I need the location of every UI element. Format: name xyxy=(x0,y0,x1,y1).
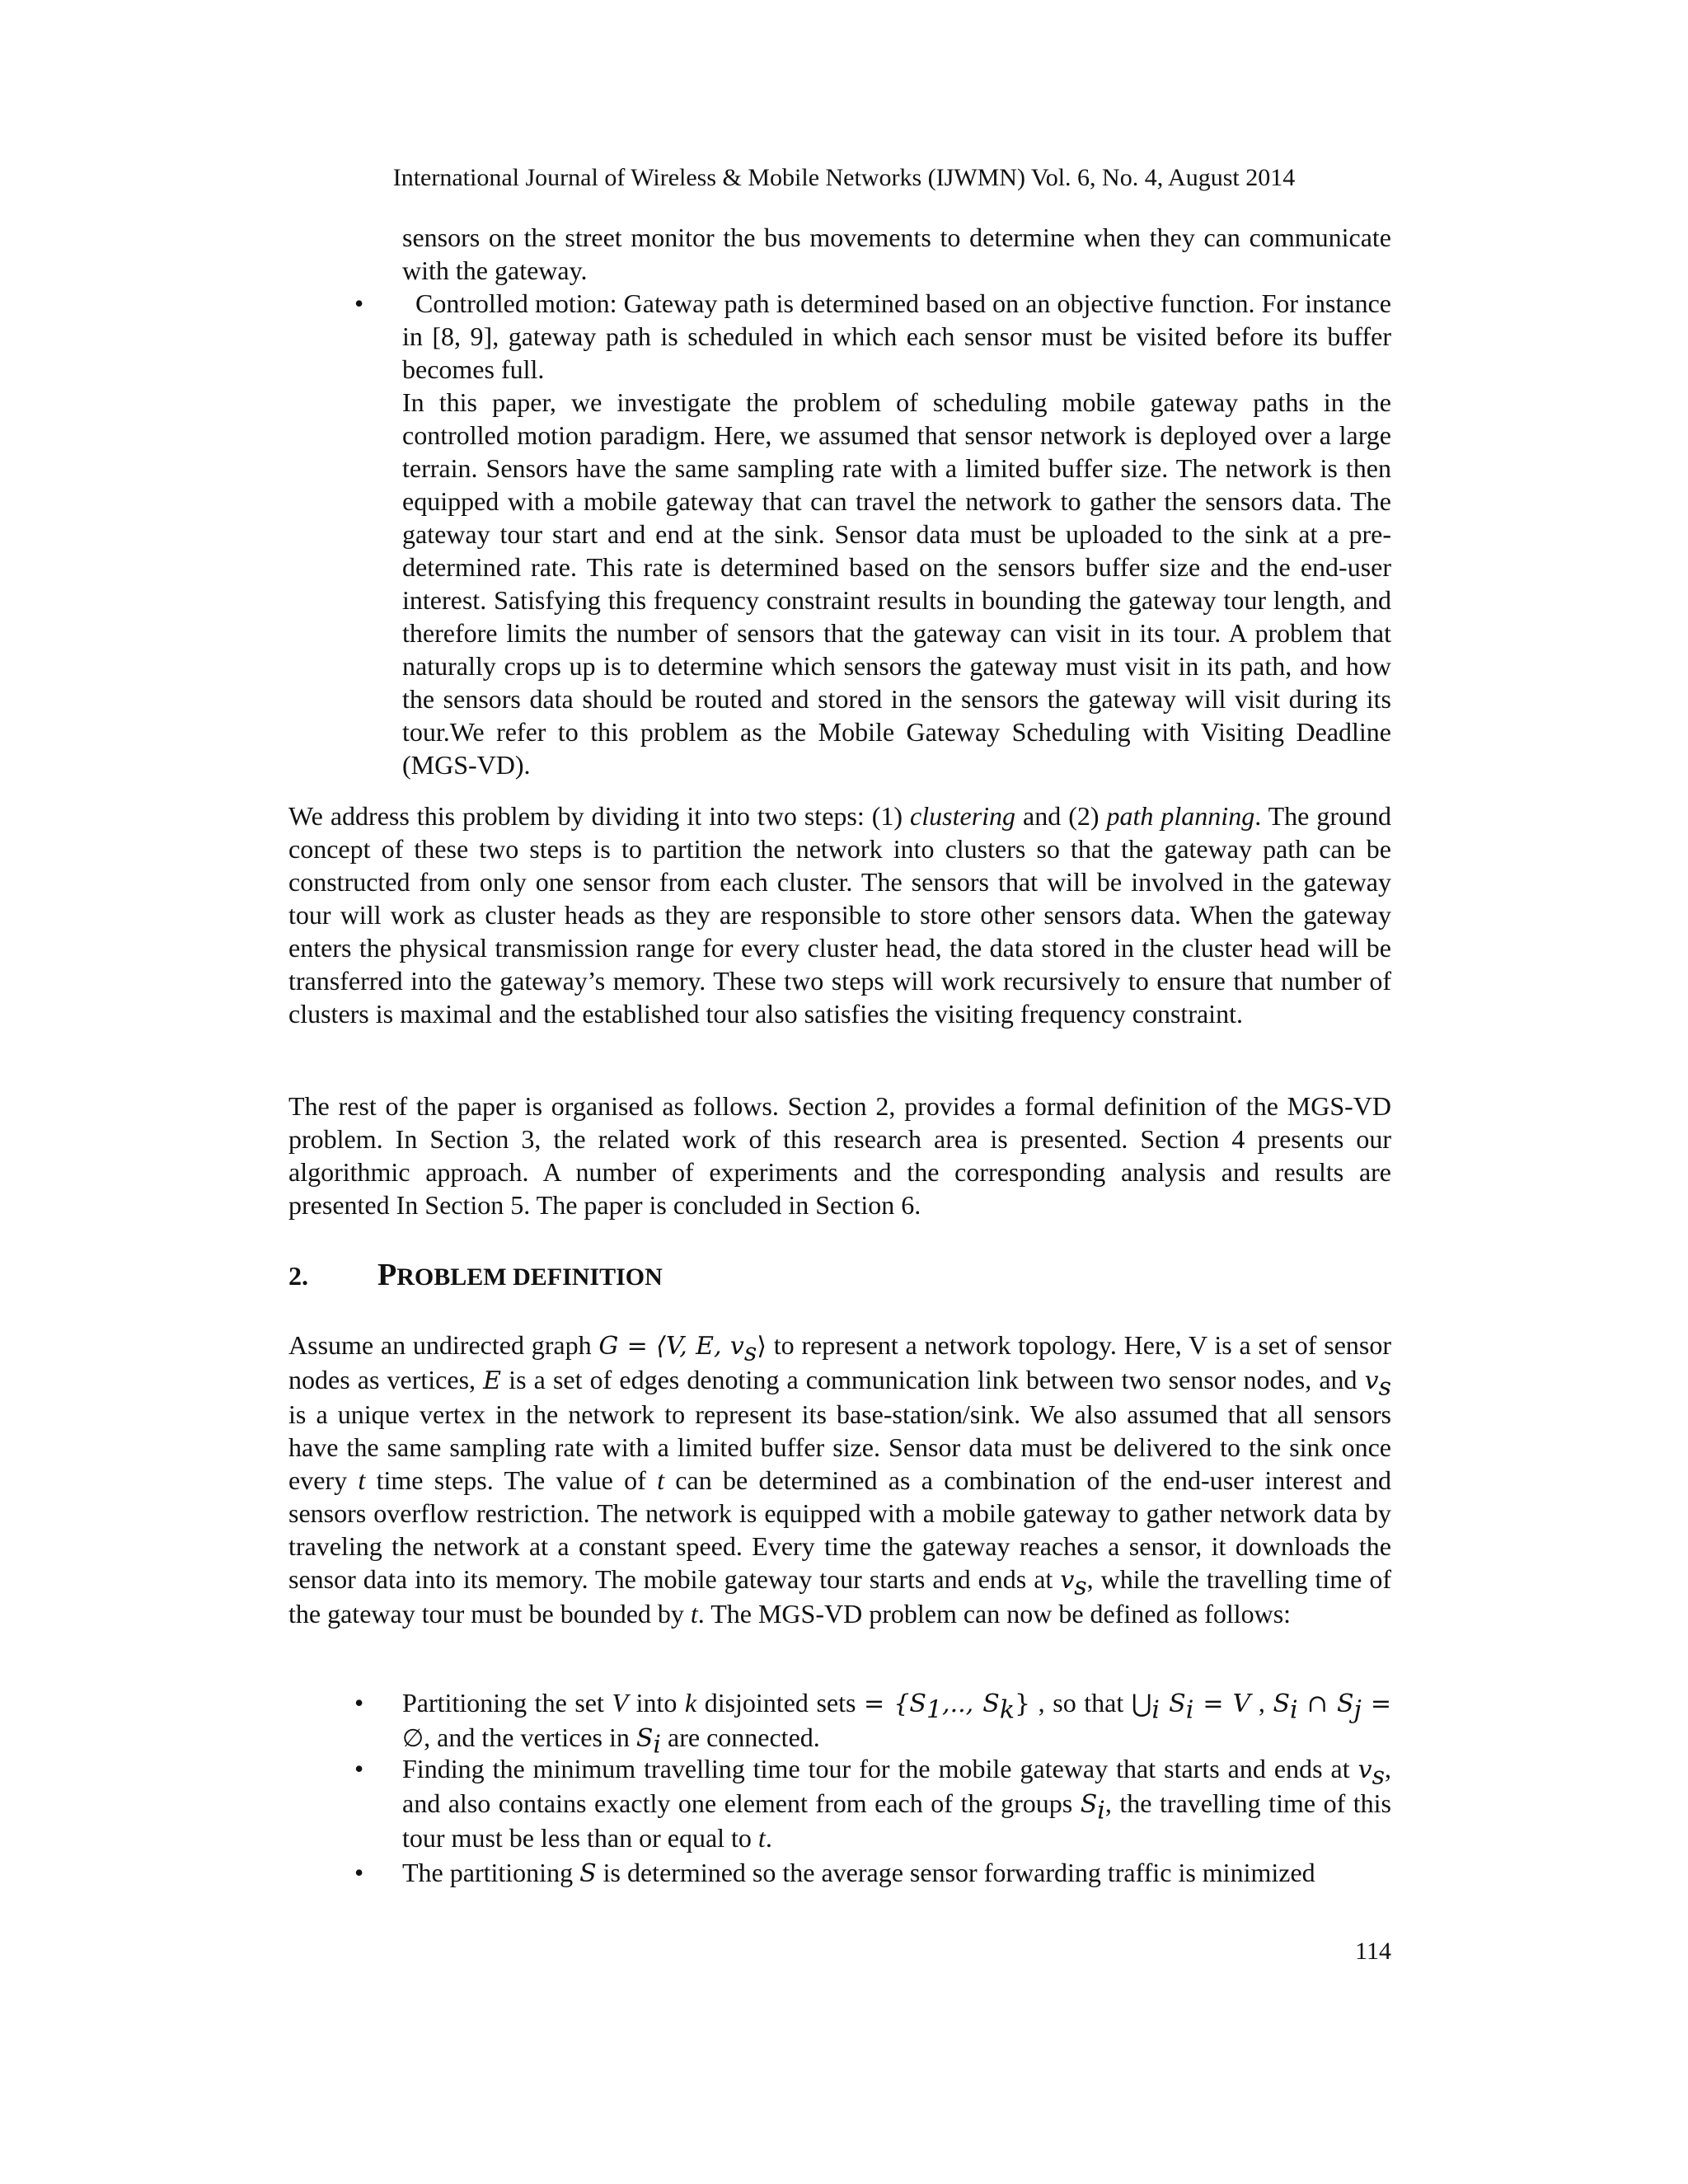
subscript: s xyxy=(1074,1572,1087,1601)
graph-notation: G = ⟨V, E, v xyxy=(598,1332,744,1361)
bullet-marker: • xyxy=(354,1858,364,1887)
sink-symbol: v xyxy=(1357,1755,1372,1784)
definition-paragraph xyxy=(288,1329,1391,1630)
text-span: Assume an undirected graph xyxy=(288,1330,599,1360)
set-notation: ,.., S xyxy=(942,1690,1000,1718)
approach-paragraph xyxy=(288,799,1391,1030)
text-span: can be determined as a combination of the end-user interest and sensors overflow restriction. The network is equipped with a mobile gateway to gather network data by traveling the network at a constant speed. Every time the gateway reaches a sensor, it downloads the sensor data into its memory. The mobile gateway tour starts and ends at xyxy=(288,1465,1392,1594)
text-span: We address this problem by dividing it into two steps: (1) xyxy=(288,801,911,831)
set-notation: S xyxy=(635,1724,654,1753)
page-number: 114 xyxy=(1355,1938,1391,1965)
subscript: j xyxy=(1353,1695,1362,1725)
bullet-text: Controlled motion: Gateway path is determined based on an objective function. For instance in [8, 9], gateway path is scheduled in which each sensor must be visited before its buffer becomes full. xyxy=(402,288,1391,384)
t-symbol: t xyxy=(690,1599,698,1629)
intersection-notation: ∩ S xyxy=(1297,1690,1354,1718)
clustering-term: clustering xyxy=(910,801,1016,831)
section-title-initial: P xyxy=(377,1258,397,1292)
subscript: i xyxy=(1097,1796,1105,1825)
continuation-paragraph: sensors on the street monitor the bus movements to determine when they can communicate with the gateway. xyxy=(402,223,1391,285)
bullet-marker: • xyxy=(354,1754,364,1783)
t-symbol: t xyxy=(757,1823,766,1853)
text-span: The partitioning xyxy=(402,1858,580,1887)
set-notation: S xyxy=(1273,1690,1291,1718)
subscript: i xyxy=(1151,1695,1160,1725)
bullet-text xyxy=(402,1752,1391,1854)
text-span: , and also contains exactly one element from each of the groups xyxy=(402,1754,1391,1818)
organisation-paragraph: The rest of the paper is organised as follows. Section 2, provides a formal definition of the MGS-VD problem. In Section 3, the related work of this research area is presented. Section 4 presents our algorithmic approach. A number of experiments and the corresponding analysis and results are presented In Section 5. The paper is concluded in Section 6. xyxy=(288,1091,1391,1220)
subscript: 1 xyxy=(926,1695,943,1725)
k-symbol: k xyxy=(684,1688,697,1718)
text-span: , xyxy=(1250,1688,1273,1718)
set-notation: = V xyxy=(1193,1690,1251,1718)
section-heading xyxy=(288,1258,1391,1294)
text-span: Finding the minimum travelling time tour for the mobile gateway that starts and ends at xyxy=(402,1754,1358,1783)
text-span: . The ground concept of these two steps is to partition the network into clusters so that the gateway path can be constructed from only one sensor from each cluster. The sensors that will be involved in the gateway tour will work as cluster heads as they are responsible to store other sensors data. When the gateway enters the physical transmission range for every cluster head, the data stored in the cluster head will be transferred into the gateway’s memory. These two steps will work recursively to ensure that number of clusters is maximal and the established tour also satisfies the visiting frequency constraint. xyxy=(288,801,1392,1029)
sink-symbol: v xyxy=(1364,1366,1379,1395)
bullet-marker: • xyxy=(354,288,364,318)
path-planning-term: path planning xyxy=(1106,801,1255,831)
text-span: and (2) xyxy=(1015,801,1107,831)
text-span: . The MGS-VD problem can now be defined as follows: xyxy=(697,1599,1292,1629)
subscript: k xyxy=(999,1695,1015,1725)
text-span: , so that xyxy=(1030,1688,1132,1718)
text-span: to represent a network topology. Here, V is a set of sensor nodes as vertices, xyxy=(288,1330,1392,1394)
v-symbol: V xyxy=(612,1688,628,1718)
text-span: disjointed sets xyxy=(696,1688,865,1718)
intro-paragraph: In this paper, we investigate the problem of scheduling mobile gateway paths in the controlled motion paradigm. Here, we assumed that sensor network is deployed over a large terrain. Sensors have the same sampling rate with a limited buffer size. The network is then equipped with a mobile gateway that can travel the network to gather the sensors data. The gateway tour start and end at the sink. Sensor data must be uploaded to the sink at a pre-determined rate. This rate is determined based on the sensors buffer size and the end-user interest. Satisfying this frequency constraint results in bounding the gateway tour length, and therefore limits the number of sensors that the gateway can visit in its tour. A problem that naturally crops up is to determine which sensors the gateway must visit in its path, and how the sensors data should be routed and stored in the sensors the gateway will visit during its tour.We refer to this problem as the Mobile Gateway Scheduling with Visiting Deadline (MGS-VD). xyxy=(402,387,1391,780)
bullet-text xyxy=(402,1856,1391,1891)
text-span: Partitioning the set xyxy=(402,1688,612,1718)
subscript: i xyxy=(1185,1695,1194,1725)
section-number: 2. xyxy=(288,1261,308,1291)
journal-header: International Journal of Wireless & Mobile Networks (IJWMN) Vol. 6, No. 4, August 2014 xyxy=(392,164,1296,191)
edge-set-symbol: E xyxy=(483,1366,502,1395)
bullet-marker: • xyxy=(354,1688,364,1718)
set-notation: S xyxy=(579,1859,597,1888)
t-symbol: t xyxy=(358,1465,366,1495)
text-span: , the travelling time of this tour must be less than or equal to xyxy=(402,1788,1392,1853)
sink-symbol: v xyxy=(1060,1566,1075,1595)
text-span: is determined so the average sensor forwarding traffic is minimized xyxy=(596,1858,1315,1887)
set-notation: } xyxy=(1015,1690,1031,1718)
text-span: , while the travelling time of the gateway tour must be bounded by xyxy=(288,1564,1392,1629)
set-notation: S xyxy=(1160,1690,1186,1718)
text-span: into xyxy=(628,1688,685,1718)
set-notation: = {S xyxy=(864,1690,926,1718)
subscript: s xyxy=(1372,1761,1385,1791)
bullet-text xyxy=(402,1686,1392,1760)
subscript: i xyxy=(653,1730,661,1760)
text-span: , and the vertices in xyxy=(424,1722,636,1752)
text-span: are connected. xyxy=(661,1722,820,1752)
subscript: s xyxy=(1378,1372,1392,1402)
graph-close: ⟩ xyxy=(757,1332,767,1361)
t-symbol: t xyxy=(657,1465,664,1495)
subscript: i xyxy=(1290,1695,1298,1725)
empty-set-notation: = ∅ xyxy=(402,1690,1392,1753)
set-notation: S xyxy=(1080,1790,1098,1819)
text-span: . xyxy=(765,1823,772,1853)
section-title-rest: ROBLEM DEFINITION xyxy=(396,1263,663,1291)
text-span: is a set of edges denoting a communication link between two sensor nodes, and xyxy=(501,1365,1365,1394)
union-symbol: ⋃ xyxy=(1131,1690,1152,1718)
subscript: s xyxy=(743,1338,757,1367)
text-span: time steps. The value of xyxy=(365,1465,658,1495)
text-span: is a unique vertex in the network to represent its base-station/sink. We also assumed that all sensors have the same sampling rate with a limited buffer size. Sensor data must be delivered to the sink once every xyxy=(288,1399,1391,1495)
